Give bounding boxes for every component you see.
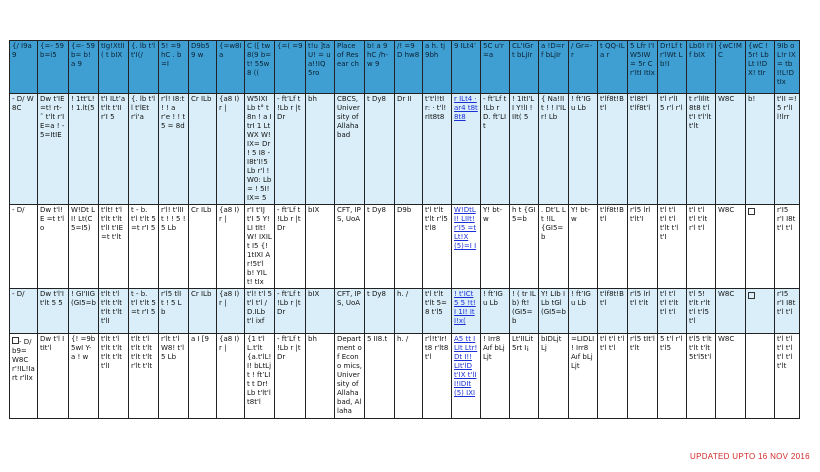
table-cell: ! 1ItI'LI Y!lI ! IIt( 5 [510, 94, 539, 205]
header-cell: t QQ-ILa r [598, 41, 628, 94]
table-cell: CFT, IPS, UoA [335, 205, 365, 289]
header-row [10, 41, 800, 94]
table-cell: bIDLjt Lj [539, 334, 569, 419]
table-cell: t'l t'l t'l t'l t'l [598, 334, 628, 419]
table-cell: t - b. t'l t'lt 5=t r'I 5 [129, 289, 159, 334]
table-cell: - ft’Lf t !Lb r |t Dr [275, 94, 306, 205]
table-cell: Dw t'l'I t'lt 5 5 [38, 289, 69, 334]
table-cell: t'l r'lI 5 r'l r'l [658, 94, 687, 205]
table-cell: Lt'IILit 5rt I¡ [510, 334, 539, 419]
table-cell: - D/ [10, 289, 38, 334]
table-cell: t Dy8 [365, 289, 395, 334]
table-cell: t'II =! 5 r'lIl!lrr [775, 94, 800, 205]
table-cell: Dw t'l ItIt'l [38, 334, 69, 419]
link-cell[interactable]: r ILt4 · ar4 t8t8t8 [452, 94, 481, 205]
header-cell: {=( =9 [275, 41, 306, 94]
header-cell: b! a 9 hC /h- w 9 [365, 41, 395, 94]
table-cell: t'lt t'l t'lt t'lt t'lt t'lt r'lt t'lt [129, 334, 159, 419]
table-cell: - ft’Lf t !Lb r |t Dr [275, 205, 306, 289]
table-cell: t r'lIlIt8t8 t'lt'I t'l'lt t'lt [687, 94, 716, 205]
table-cell: Depart ment of Econo mics, Univer sity of Allaha bad, Allaha [335, 334, 365, 419]
table-cell [746, 334, 775, 419]
header-cell: Place of Resear ch [335, 41, 365, 94]
table-cell: W5IXI Lb t° t 8n ! a ItrI 1 LtWX W! IX= Dr ! 5 I8 - I8t’I!5 Lb r'l ! W0: Lb= ! 5I! IX= 5 [245, 94, 275, 205]
table-cell: W8C [716, 334, 746, 419]
table-cell: - D/ [10, 205, 38, 289]
table-cell: r'I t'IJ t'I 5 Y!LI tIt! W! IXILt I5 {! 1tIXI Ar!5t'l b! YILt! tIx [245, 205, 275, 289]
table-cell: t'lt! t'l t'lt t'lt t'lI t'IE =t t'lt [99, 205, 129, 289]
header-cell: tIg!XtlI( t bIX [99, 41, 129, 94]
table-cell: t’t'l!tIr: · t'l!rIt8t8 [423, 94, 452, 205]
table-cell: - ft’Lf t !Lb r |t Dr [275, 334, 306, 419]
table-cell: t'l t'l t'l t'lt t'l t'l [658, 289, 687, 334]
table-cell: {! =9b 5wI Y- a ! w [69, 334, 99, 419]
table-cell: r'l! t'lIIt ! ! 5 ! 5 Lb [159, 205, 189, 289]
table-cell: t'l t'lt t'lt 5=8 t'l5 [423, 289, 452, 334]
table-cell: ! GI'IIG (GI5=b [69, 289, 99, 334]
link-cell[interactable]: W!DtLI! LIIt! r'I5 =t Lt!X(5)=I I [452, 205, 481, 289]
table-cell: bIX [306, 289, 335, 334]
table-cell: 5 II8.t [365, 334, 395, 419]
table-cell: Y! bt- w [569, 205, 598, 289]
table-cell: Cr ILb [189, 94, 217, 205]
table-cell: t Dy8 [365, 205, 395, 289]
table-cell: CBCS, Univer sity of Allaha bad [335, 94, 365, 205]
header-cell: a h. tj 9bh [423, 41, 452, 94]
updated-note: UPDATED UPTO 16 NOV 2016 [690, 452, 810, 461]
table-cell: D9b [395, 205, 423, 289]
table-cell: r'lt t'l W8! t'l 5 Lb [159, 334, 189, 419]
table-cell: CFT, IPS, UoA [335, 289, 365, 334]
table-cell: ! ft’IGu Lb [569, 289, 598, 334]
header-cell: 9 ILt4’ [452, 41, 481, 94]
table-cell: r'l5 lrl t'l t'lt [628, 289, 658, 334]
table-cell: {a8 I)r | [217, 289, 245, 334]
table-cell: a I [9 [189, 334, 217, 419]
table-cell: t'lf8t!Bt'l [598, 289, 628, 334]
table-cell: r'I5 r'I I8t t'l t'l [775, 289, 800, 334]
checkbox-icon [12, 337, 19, 344]
table-row [10, 334, 800, 419]
table-cell: ! 1tt'L! ! 1.lt(5 [69, 94, 99, 205]
table-cell: t'l t'l t'l t'lt r'l t'l [687, 205, 716, 289]
table-cell: {a8 I)r | [217, 94, 245, 205]
data-table [9, 40, 800, 419]
table-cell: {. lb t'll t'lEt r'i'a [129, 94, 159, 205]
table-cell: t'l5 t'lt t'lt t'lt 5t'l5t'l [687, 334, 716, 419]
table-cell: { Na!IIt ! ! I'ILr! Lb [539, 94, 569, 205]
header-cell: /! =9D hw8 [395, 41, 423, 94]
table-cell: bIX [306, 205, 335, 289]
table-cell: - D/ W8C [10, 94, 38, 205]
table-cell: t - b. t'l t'lt 5=t r'I 5 [129, 205, 159, 289]
table-cell: {1 t'l L.t'lt {a.t'lL!I! bLtLjt ! ft’LIt t Dr! Lb t'lt'lt8t'l [245, 334, 275, 419]
table-cell: r'l5 lrl t'lt'I [628, 205, 658, 289]
table-cell [746, 289, 775, 334]
header-cell: 5! =9 hC . b=I [159, 41, 189, 94]
header-cell: {=- 59 b= b! a 9 [69, 41, 99, 94]
table-cell [746, 205, 775, 289]
table-cell: h. / [395, 289, 423, 334]
table-cell: Dw t'IE=t! rt- ˜ t'lt r'IE=a ! - 5=ItIE [38, 94, 69, 205]
header-cell: a !D=r f bLjIr [539, 41, 569, 94]
table-cell: {a8 I)r | [217, 205, 245, 289]
header-cell: t!u ]ta U! = ua!!IQ 5ro [306, 41, 335, 94]
header-cell: C ([ tw8(9 b= t! 55w8 (( [245, 41, 275, 94]
table-cell: t'l 5! t'lt r'lt t'l t'l5t'l [687, 289, 716, 334]
table-cell: Y! LIb ILb tGl (GI5=b [539, 289, 569, 334]
table-cell: . Dt’L Lt !IL {GI5=b [539, 205, 569, 289]
header-cell: D9b59 w [189, 41, 217, 94]
table-cell: Dw t'l!E =t t'lo [38, 205, 69, 289]
table-cell: t'l8t'l t'lf8t'l [628, 94, 658, 205]
header-cell: 5 Lfr I'I W5IW= 5r C r'ItI ItIx [628, 41, 658, 94]
header-cell: / Gr=- r [569, 41, 598, 94]
header-cell: {=w8I a [217, 41, 245, 94]
table-cell: r'l5 tIt'l t'lt [628, 334, 658, 419]
table-cell: t'l t'lt t'lt r'l5t'l8 [423, 205, 452, 289]
table-cell: h t {GI5=b [510, 205, 539, 289]
header-cell: 9Ib oL!r IX= tbI!L!D tIx [775, 41, 800, 94]
table-cell: b! [746, 94, 775, 205]
table-cell: - ft’Lf t !Lb r |t Dr [275, 289, 306, 334]
table-cell: Y! bt- w [481, 205, 510, 289]
table-cell: bh [306, 334, 335, 419]
table-cell: t'l t'l t'l t'l t'lt t'lt'I [658, 205, 687, 289]
table-cell: =LIDLI ! Irr8 Aıf bLjLjt [569, 334, 598, 419]
table-cell: t'l t'l t'l t'l t'l t'l t'lt [775, 334, 800, 419]
header-cell: 5C u'r=a [481, 41, 510, 94]
link-cell[interactable]: ! t'ICt 5 5 !t! I 1I! ItI!x( [452, 289, 481, 334]
table-cell: W8C [716, 94, 746, 205]
table-cell: Cr ILb [189, 289, 217, 334]
table-cell: t'l! t'l 5 t'l t'l /D.ILb t'l ixf [245, 289, 275, 334]
table-cell: t'lt t'l t'lt t'lt t'lt t'lt t'lI [99, 334, 129, 419]
table-cell: ! Irr8 Aıf bLjLjt [481, 334, 510, 419]
table-cell: ! ft’IGu Lb [481, 289, 510, 334]
header-cell: Lb0! I'I f bIX [687, 41, 716, 94]
header-cell: {wC!M C [716, 41, 746, 94]
table-cell: Dr II [395, 94, 423, 205]
table-cell: ! ft’IGu Lb [569, 94, 598, 205]
header-cell: {=- 59 b=i5 [38, 41, 69, 94]
checkbox-icon [748, 292, 755, 299]
table-cell: ! ( tr ILb) ft! (GI5=b [510, 289, 539, 334]
table-cell [10, 334, 38, 419]
table-cell: t'lt t'l t'lt t'lt t'lt t'lt t'lI [99, 289, 129, 334]
table-cell: bh [306, 94, 335, 205]
table-cell: t'I ILt’a t'lt t'II r'I 5 [99, 94, 129, 205]
header-cell: {/ I9a 9 [10, 41, 38, 94]
table-row [10, 289, 800, 334]
table-cell: t'lf8t!Bt'l [598, 94, 628, 205]
table-cell: r'I5 r'I I8t t'l t'l [775, 205, 800, 289]
table-row [10, 205, 800, 289]
table-cell: h. / [395, 334, 423, 419]
table-cell: t'lf8t!Bt'l [598, 205, 628, 289]
table-cell: W8C [716, 289, 746, 334]
table-cell: Cr ILb [189, 205, 217, 289]
header-cell: {wC !5r! Lb Lt I!DX! tIr [746, 41, 775, 94]
header-cell: CL'IGr t bLjIr [510, 41, 539, 94]
header-cell: {. lb t'l t'I(/ [129, 41, 159, 94]
cell-text: - D/ b9= W8C r'!IL!Iart r'lIx [12, 338, 35, 382]
checkbox-icon [748, 208, 755, 215]
table-cell: t Dy8 [365, 94, 395, 205]
table-cell: 5 t'l r'l t'l5 [658, 334, 687, 419]
table-cell: - ft’Lf t !Lb r D. ft’LIt [481, 94, 510, 205]
table-cell: r'l5 tlI t ! 5 Lb [159, 289, 189, 334]
link-cell[interactable]: A5 tt ILIt Ltr! Dt I!! LIt'lDt'IX t'lI I!IDIt(5) IXI [452, 334, 481, 419]
table-row [10, 94, 800, 205]
table-cell: {a8 I)r | [217, 334, 245, 419]
table-cell: W8C [716, 205, 746, 289]
header-cell: Dr!Lf t r'lWt Lb!I [658, 41, 687, 94]
table-cell: r'l!t'Ir!t8 r'lt8t'l [423, 334, 452, 419]
table-cell: W!Dt LI! Lt(C5=I5) [69, 205, 99, 289]
table-cell: r'l! I8:t ! ! a r'e ! ! t 5 = 8d [159, 94, 189, 205]
